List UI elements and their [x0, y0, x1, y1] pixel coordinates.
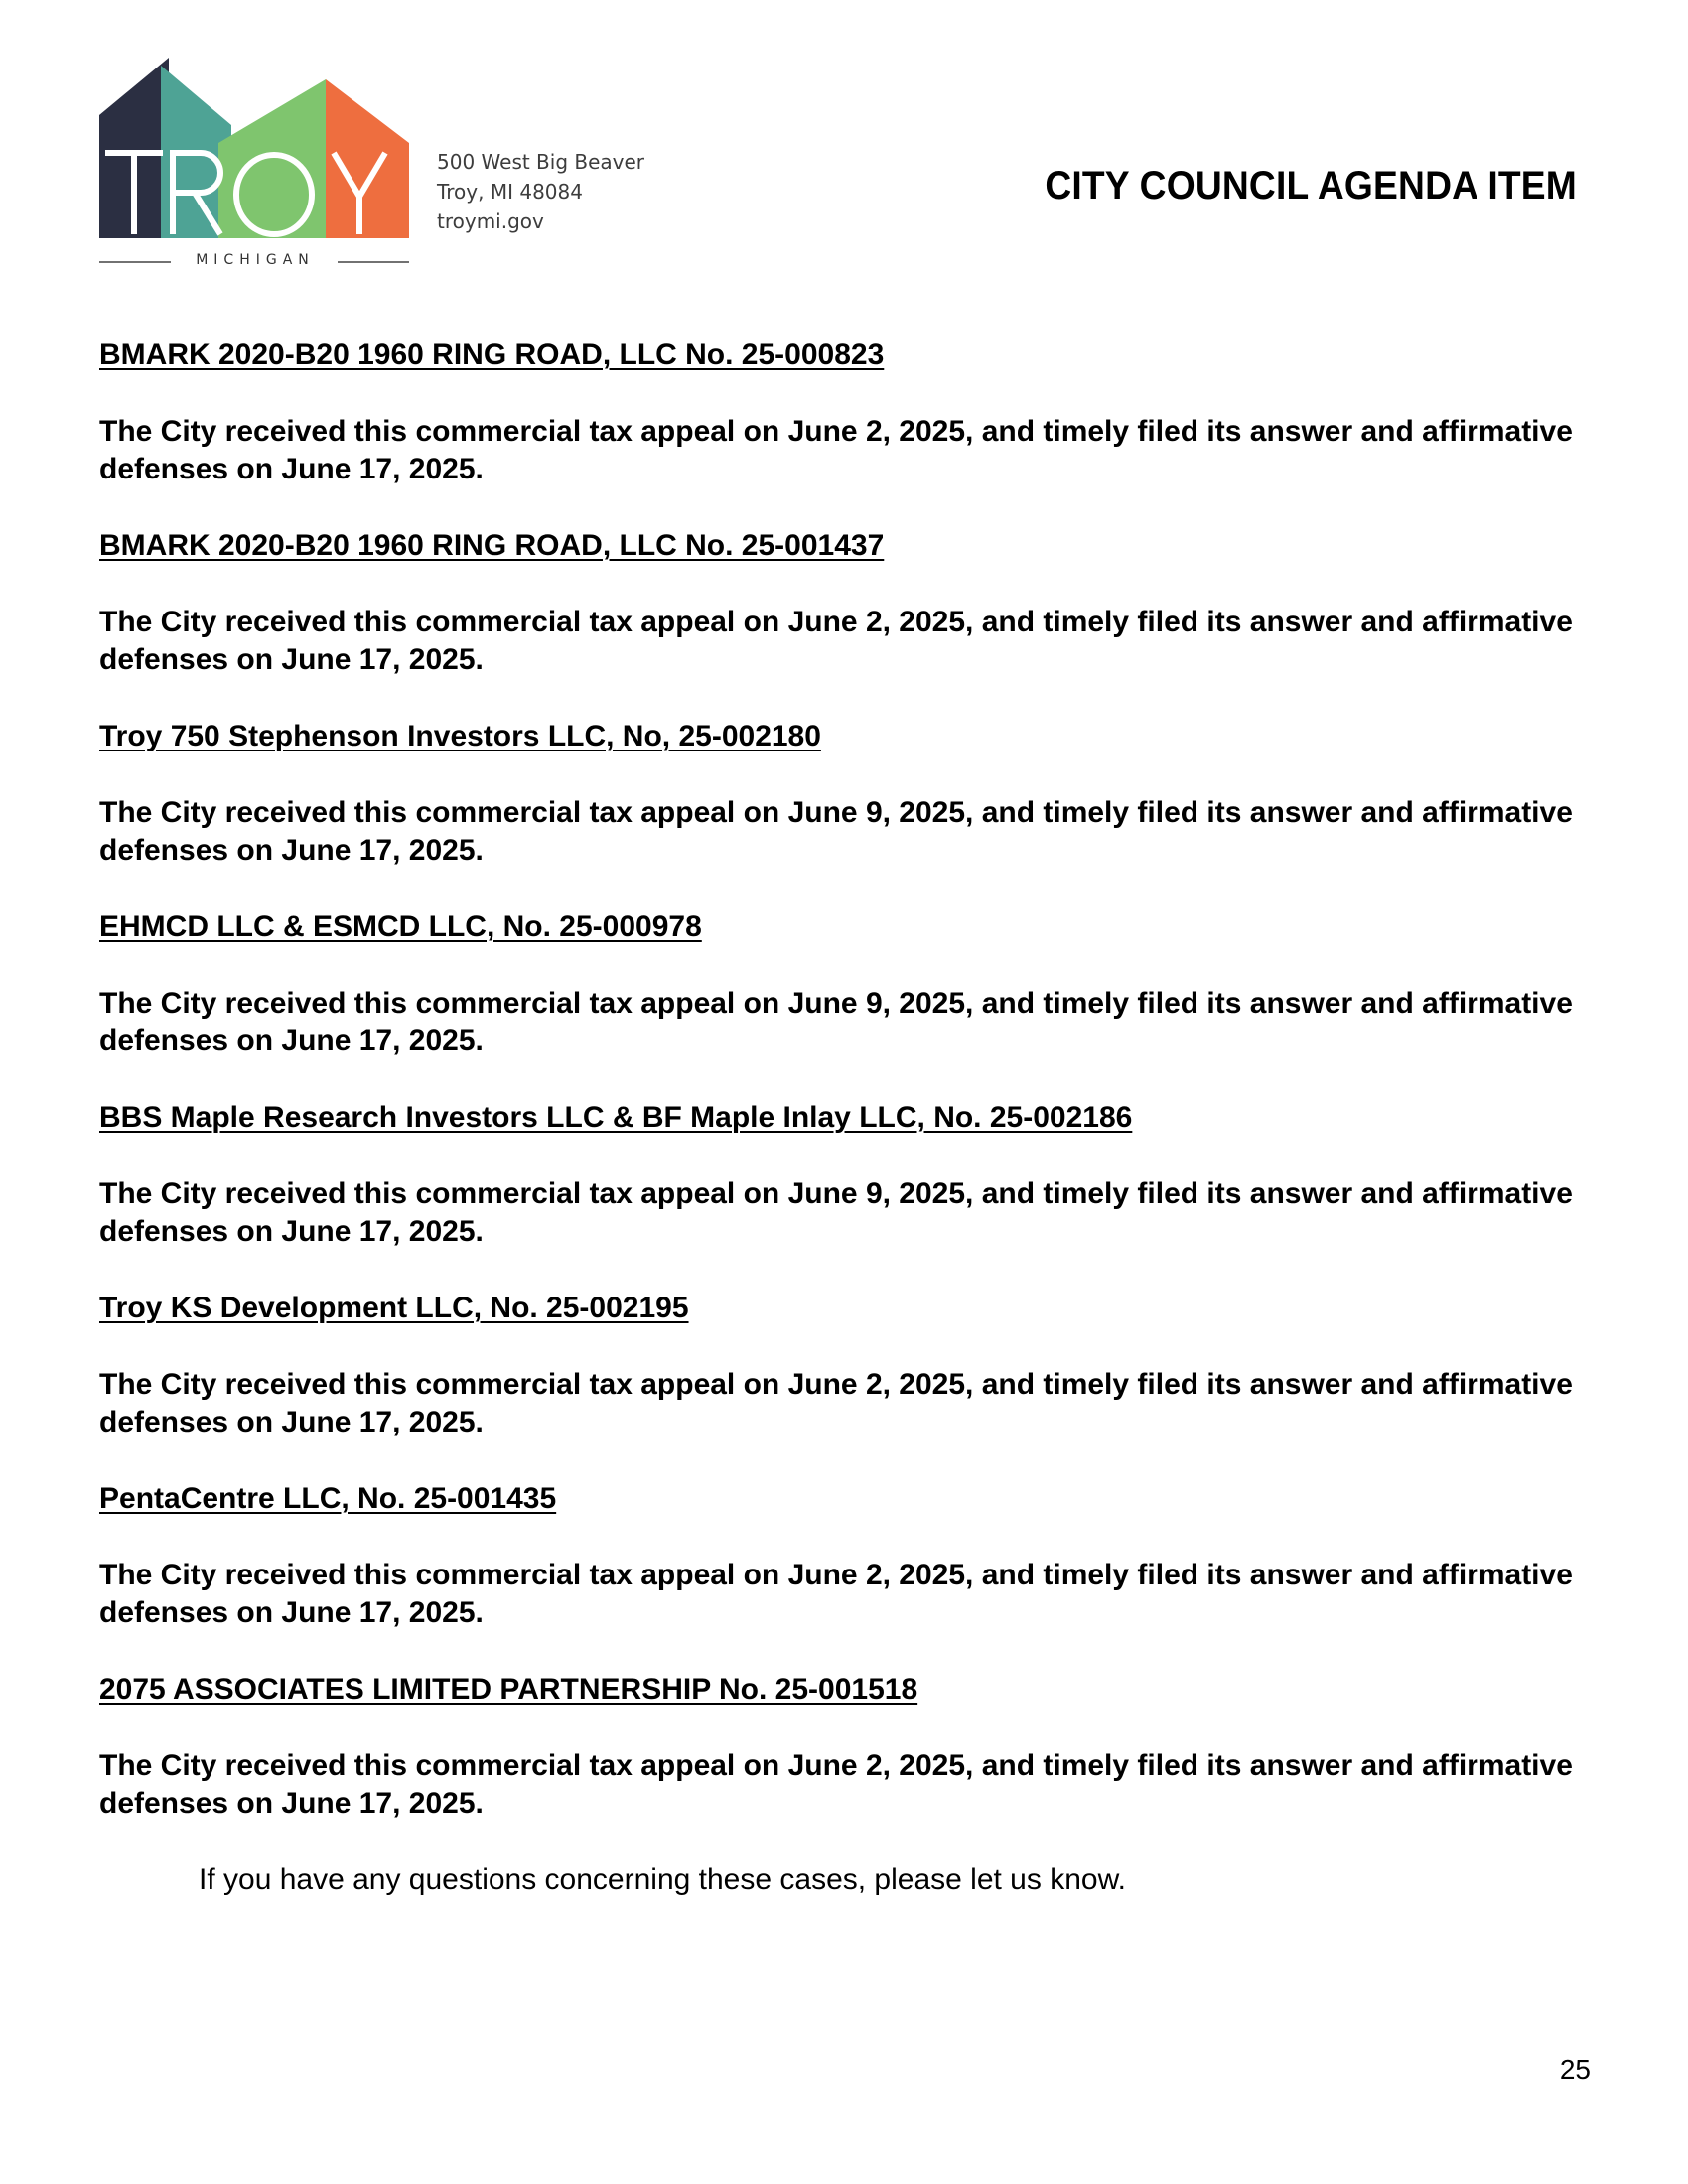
case-description: The City received this commercial tax appeal on June 9, 2025, and timely filed its answer and affirmative defenses on June 17, 2025.: [99, 1177, 1573, 1248]
case-item: [99, 1481, 1609, 1672]
case-item: [99, 1291, 1609, 1481]
case-description: The City received this commercial tax appeal on June 2, 2025, and timely filed its answer and affirmative defenses on June 17, 2025.: [99, 1368, 1573, 1438]
case-list: [99, 338, 1609, 1862]
case-description: The City received this commercial tax appeal on June 9, 2025, and timely filed its answer and affirmative defenses on June 17, 2025.: [99, 796, 1573, 867]
case-description: The City received this commercial tax appeal on June 2, 2025, and timely filed its answer and affirmative defenses on June 17, 2025.: [99, 1559, 1573, 1629]
address-city: Troy, MI 48084: [437, 180, 583, 204]
case-title: BBS Maple Research Investors LLC & BF Maple Inlay LLC, No. 25-002186: [99, 1101, 1133, 1134]
case-title: 2075 ASSOCIATES LIMITED PARTNERSHIP No. 25-001518: [99, 1673, 918, 1706]
case-title: BMARK 2020-B20 1960 RING ROAD, LLC No. 25-001437: [99, 529, 885, 562]
case-description: The City received this commercial tax appeal on June 2, 2025, and timely filed its answer and affirmative defenses on June 17, 2025.: [99, 1749, 1573, 1820]
case-item: [99, 909, 1609, 1100]
case-item: [99, 338, 1609, 528]
logo-wordmark: [417, 58, 418, 59]
case-item: [99, 1100, 1609, 1291]
page-number: 25: [1559, 2054, 1591, 2085]
case-item: [99, 528, 1609, 719]
troy-logo-graphic: [99, 58, 417, 271]
case-title: Troy 750 Stephenson Investors LLC, No, 25-002180: [99, 720, 821, 752]
case-title: Troy KS Development LLC, No. 25-002195: [99, 1292, 689, 1324]
closing-note: If you have any questions concerning these cases, please let us know.: [199, 1863, 1126, 1896]
case-description: The City received this commercial tax appeal on June 9, 2025, and timely filed its answer and affirmative defenses on June 17, 2025.: [99, 987, 1573, 1057]
troy-logo: [99, 58, 417, 271]
case-title: PentaCentre LLC, No. 25-001435: [99, 1482, 557, 1515]
city-address: [437, 147, 644, 236]
case-description: The City received this commercial tax appeal on June 2, 2025, and timely filed its answer and affirmative defenses on June 17, 2025.: [99, 415, 1573, 485]
case-description: The City received this commercial tax appeal on June 2, 2025, and timely filed its answer and affirmative defenses on June 17, 2025.: [99, 606, 1573, 676]
case-title: EHMCD LLC & ESMCD LLC, No. 25-000978: [99, 910, 702, 943]
case-title: BMARK 2020-B20 1960 RING ROAD, LLC No. 25-000823: [99, 339, 885, 371]
address-street: 500 West Big Beaver: [437, 150, 645, 174]
case-item: [99, 719, 1609, 909]
address-website: troymi.gov: [437, 209, 544, 233]
logo-subtitle: MICHIGAN: [196, 252, 315, 268]
case-item: [99, 1672, 1609, 1862]
page-title: CITY COUNCIL AGENDA ITEM: [1045, 164, 1577, 207]
